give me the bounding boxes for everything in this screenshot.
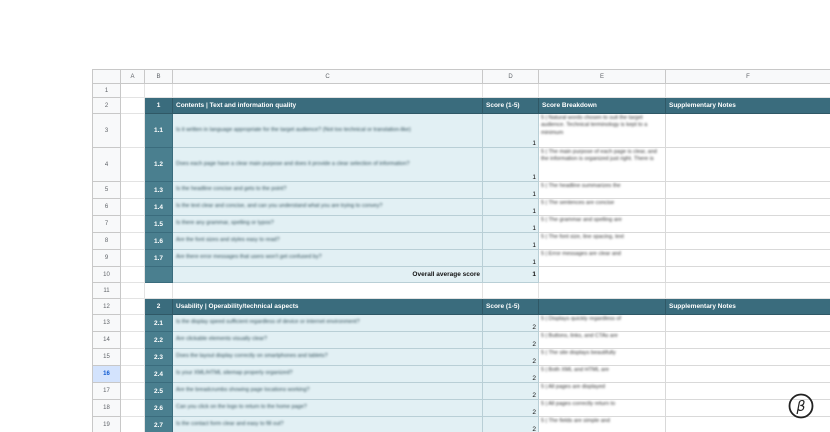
column-header-c[interactable]: C <box>173 70 483 84</box>
question-cell[interactable] <box>173 332 483 349</box>
cell[interactable] <box>145 84 173 98</box>
cell[interactable] <box>173 84 483 98</box>
notes-cell[interactable] <box>666 182 830 199</box>
row-header[interactable]: 9 <box>93 250 121 267</box>
breakdown-text: 5 | The main purpose of each page is clear, and the information is organized just right. There is <box>541 149 657 163</box>
breakdown-text: 5 | All pages are displayed <box>541 384 606 390</box>
cell[interactable] <box>121 366 145 383</box>
section-title[interactable]: Usability | Operability/technical aspects <box>173 299 483 315</box>
row-header[interactable]: 1 <box>93 84 121 98</box>
row-header[interactable]: 6 <box>93 199 121 216</box>
question-text: Is the headline concise and gets to the point? <box>176 186 287 193</box>
breakdown-cell[interactable] <box>539 148 666 182</box>
breakdown-cell[interactable] <box>539 182 666 199</box>
question-cell[interactable] <box>173 148 483 182</box>
cell[interactable] <box>121 182 145 199</box>
breakdown-header[interactable] <box>539 299 666 315</box>
question-text: Is the display speed sufficient regardless of device or internet environment? <box>176 319 360 326</box>
row-header[interactable]: 19 <box>93 417 121 432</box>
breakdown-cell[interactable] <box>539 349 666 366</box>
breakdown-text: 5 | The headline summarizes the <box>541 183 621 189</box>
cell[interactable] <box>121 216 145 233</box>
cell[interactable] <box>173 283 483 299</box>
question-text: Are clickable elements visually clear? <box>176 336 268 343</box>
cell[interactable] <box>121 148 145 182</box>
breakdown-header[interactable]: Score Breakdown <box>539 98 666 114</box>
notes-cell[interactable] <box>666 315 830 332</box>
row-header[interactable]: 14 <box>93 332 121 349</box>
column-header-b[interactable]: B <box>145 70 173 84</box>
question-text: Is there any grammar, spelling or typos? <box>176 220 274 227</box>
notes-cell[interactable] <box>666 233 830 250</box>
breakdown-text: 5 | Buttons, links, and CTAs are <box>541 333 618 339</box>
question-cell[interactable] <box>173 233 483 250</box>
question-text: Is it written in language appropriate for the target audience? (Not too technical or translation-like) <box>176 126 411 133</box>
question-cell[interactable] <box>173 400 483 417</box>
score-cell[interactable]: 2 <box>483 383 539 400</box>
score-header[interactable]: Score (1-5) <box>483 98 539 114</box>
column-header-e[interactable]: E <box>539 70 666 84</box>
section-title[interactable]: Contents | Text and information quality <box>173 98 483 114</box>
sheet-table <box>92 69 830 432</box>
row-header[interactable]: 17 <box>93 383 121 400</box>
score-cell[interactable]: 1 <box>483 216 539 233</box>
row-header[interactable]: 8 <box>93 233 121 250</box>
cell[interactable] <box>121 417 145 432</box>
cell[interactable] <box>121 98 145 114</box>
row-header[interactable]: 15 <box>93 349 121 366</box>
question-cell[interactable] <box>173 366 483 383</box>
score-cell[interactable]: 1 <box>483 182 539 199</box>
question-cell[interactable] <box>173 114 483 148</box>
question-cell[interactable] <box>173 315 483 332</box>
breakdown-text: 5 | The site displays beautifully <box>541 350 616 356</box>
score-header[interactable]: Score (1-5) <box>483 299 539 315</box>
question-text: Is your XML/HTML sitemap properly organized? <box>176 370 293 377</box>
question-cell[interactable] <box>173 250 483 267</box>
average-label[interactable]: Overall average score <box>173 267 483 283</box>
notes-cell[interactable] <box>666 332 830 349</box>
score-cell[interactable]: 2 <box>483 417 539 432</box>
cell[interactable] <box>121 299 145 315</box>
notes-cell[interactable] <box>666 349 830 366</box>
cell[interactable] <box>121 84 145 98</box>
notes-cell[interactable] <box>666 250 830 267</box>
section-number[interactable]: 1 <box>145 98 173 114</box>
breakdown-text: 5 | The fields are simple and <box>541 418 610 424</box>
question-text: Is the contact form clear and easy to fill out? <box>176 421 284 428</box>
row-header-active[interactable]: 16 <box>93 366 121 383</box>
score-cell[interactable]: 2 <box>483 315 539 332</box>
cell[interactable] <box>121 199 145 216</box>
breakdown-cell[interactable] <box>539 250 666 267</box>
row-header[interactable]: 7 <box>93 216 121 233</box>
question-text: Are the font sizes and styles easy to read? <box>176 237 280 244</box>
question-text: Does the layout display correctly on smartphones and tablets? <box>176 353 328 360</box>
score-cell[interactable]: 2 <box>483 366 539 383</box>
notes-cell[interactable] <box>666 366 830 383</box>
breakdown-text: 5 | The sentences are concise <box>541 200 615 206</box>
question-cell[interactable] <box>173 417 483 432</box>
item-number[interactable]: 1.3 <box>145 182 173 199</box>
score-cell[interactable]: 1 <box>483 250 539 267</box>
item-number[interactable]: 2.5 <box>145 383 173 400</box>
breakdown-text: 5 | Both XML and HTML are <box>541 367 609 373</box>
breakdown-cell[interactable] <box>539 417 666 432</box>
notes-cell[interactable] <box>666 216 830 233</box>
breakdown-text: 5 | Error messages are clear and <box>541 251 621 257</box>
cell[interactable] <box>121 315 145 332</box>
section-number[interactable]: 2 <box>145 299 173 315</box>
row-header[interactable]: 13 <box>93 315 121 332</box>
breakdown-text: 5 | All pages correctly return to <box>541 401 616 407</box>
breakdown-text: 5 | Natural words chosen to suit the target audience. Technical terminology is kept to a minimum <box>541 115 648 136</box>
notes-header[interactable]: Supplementary Notes <box>666 299 830 315</box>
breakdown-cell[interactable] <box>539 199 666 216</box>
item-number[interactable]: 1.5 <box>145 216 173 233</box>
item-number[interactable]: 2.7 <box>145 417 173 432</box>
row-header[interactable]: 3 <box>93 114 121 148</box>
question-text: Are there error messages that users won't get confused by? <box>176 254 322 261</box>
score-cell[interactable]: 2 <box>483 400 539 417</box>
item-number[interactable]: 2.3 <box>145 349 173 366</box>
cell[interactable] <box>666 267 830 283</box>
item-number[interactable]: 1.2 <box>145 148 173 182</box>
breakdown-cell[interactable] <box>539 233 666 250</box>
average-number-cell[interactable] <box>145 267 173 283</box>
beta-logo-icon <box>788 393 814 419</box>
cell[interactable] <box>121 400 145 417</box>
column-header-f[interactable]: F <box>666 70 830 84</box>
notes-cell[interactable] <box>666 148 830 182</box>
question-text: Does each page have a clear main purpose and does it provide a clear selection of information? <box>176 160 410 167</box>
cell[interactable] <box>121 383 145 400</box>
notes-header[interactable]: Supplementary Notes <box>666 98 830 114</box>
question-cell[interactable] <box>173 182 483 199</box>
item-number[interactable]: 2.4 <box>145 366 173 383</box>
question-cell[interactable] <box>173 216 483 233</box>
question-text: Are the breadcrumbs showing page locations working? <box>176 387 310 394</box>
breakdown-cell[interactable] <box>539 216 666 233</box>
average-score[interactable]: 1 <box>483 267 539 283</box>
question-text: Is the text clear and concise, and can you understand what you are trying to convey? <box>176 203 383 210</box>
question-cell[interactable] <box>173 383 483 400</box>
cell[interactable] <box>539 267 666 283</box>
row-header[interactable]: 11 <box>93 283 121 299</box>
item-number[interactable]: 1.4 <box>145 199 173 216</box>
question-text: Can you click on the logo to return to the home page? <box>176 404 307 411</box>
cell[interactable] <box>666 283 830 299</box>
cell[interactable] <box>483 283 539 299</box>
cell[interactable] <box>121 283 145 299</box>
cell[interactable] <box>145 283 173 299</box>
notes-cell[interactable] <box>666 114 830 148</box>
spreadsheet-grid[interactable] <box>92 69 830 432</box>
select-all-corner[interactable] <box>93 70 121 84</box>
cell[interactable] <box>539 84 666 98</box>
item-number[interactable]: 2.2 <box>145 332 173 349</box>
item-number[interactable]: 1.1 <box>145 114 173 148</box>
row-header[interactable]: 10 <box>93 267 121 283</box>
score-cell[interactable]: 1 <box>483 114 539 148</box>
question-cell[interactable] <box>173 349 483 366</box>
row-header[interactable]: 4 <box>93 148 121 182</box>
cell[interactable] <box>121 332 145 349</box>
question-cell[interactable] <box>173 199 483 216</box>
row-header[interactable]: 2 <box>93 98 121 114</box>
score-cell[interactable]: 2 <box>483 332 539 349</box>
score-cell[interactable]: 1 <box>483 148 539 182</box>
breakdown-cell[interactable] <box>539 332 666 349</box>
cell[interactable] <box>121 267 145 283</box>
cell[interactable] <box>121 233 145 250</box>
item-number[interactable]: 2.1 <box>145 315 173 332</box>
cell[interactable] <box>483 84 539 98</box>
item-number[interactable]: 2.6 <box>145 400 173 417</box>
row-header[interactable]: 5 <box>93 182 121 199</box>
score-cell[interactable]: 1 <box>483 233 539 250</box>
row-header[interactable]: 12 <box>93 299 121 315</box>
breakdown-text: 5 | The grammar and spelling are <box>541 217 622 223</box>
cell[interactable] <box>666 84 830 98</box>
beta-logo-letter: β <box>796 399 806 415</box>
item-number[interactable]: 1.6 <box>145 233 173 250</box>
breakdown-text: 5 | The font size, line spacing, text <box>541 234 624 240</box>
breakdown-cell[interactable] <box>539 315 666 332</box>
cell[interactable] <box>121 114 145 148</box>
breakdown-cell[interactable] <box>539 383 666 400</box>
score-cell[interactable]: 2 <box>483 349 539 366</box>
item-number[interactable]: 1.7 <box>145 250 173 267</box>
score-cell[interactable]: 1 <box>483 199 539 216</box>
column-header-d[interactable]: D <box>483 70 539 84</box>
breakdown-text: 5 | Displays quickly regardless of <box>541 316 621 322</box>
column-header-a[interactable]: A <box>121 70 145 84</box>
breakdown-cell[interactable] <box>539 114 666 148</box>
row-header[interactable]: 18 <box>93 400 121 417</box>
cell[interactable] <box>539 283 666 299</box>
notes-cell[interactable] <box>666 199 830 216</box>
cell[interactable] <box>121 250 145 267</box>
breakdown-cell[interactable] <box>539 366 666 383</box>
breakdown-cell[interactable] <box>539 400 666 417</box>
cell[interactable] <box>121 349 145 366</box>
